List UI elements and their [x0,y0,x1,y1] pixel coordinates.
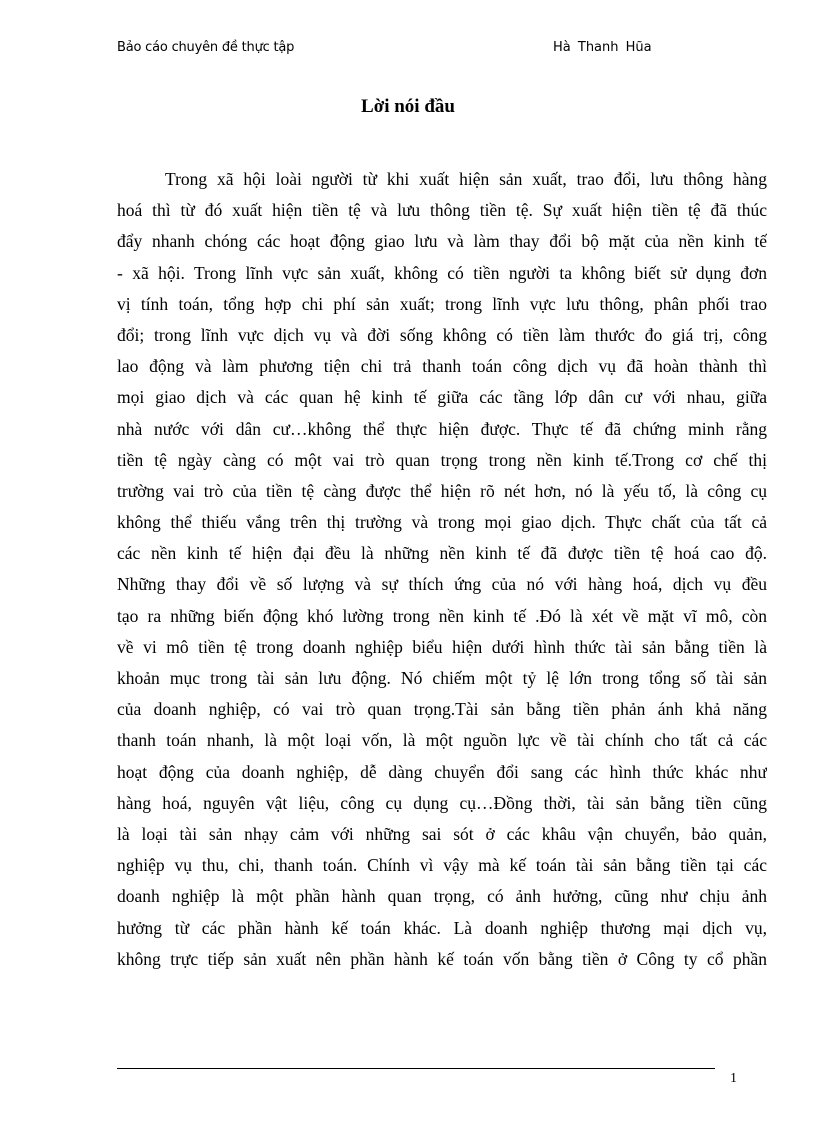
page-title: Lời nói đầu [361,96,455,117]
paragraph-line: đẩy nhanh chóng các hoạt động giao lưu và làm thay đổi bộ mặt của nền kinh tế [117,231,767,252]
paragraph-line: Những thay đổi về số lượng và sự thích ứng của nó với hàng hoá, dịch vụ đều [117,574,767,595]
running-header-author: Hà Thanh Hũa [553,40,652,55]
paragraph-line: doanh nghiệp là một phần hành quan trọng, có ảnh hưởng, cũng như chịu ảnh [117,886,767,907]
paragraph-line: là loại tài sản nhạy cảm với những sai sót ở các khâu vận chuyển, bảo quản, [117,823,767,844]
body-paragraph [117,164,767,975]
paragraph-line: về vi mô tiền tệ trong doanh nghiệp biểu hiện dưới hình thức tài sản bằng tiền là [117,636,767,657]
paragraph-line: nghiệp vụ thu, chi, thanh toán. Chính vì vậy mà kế toán tài sản bằng tiền tại các [117,855,767,876]
paragraph-line: hoạt động của doanh nghiệp, dễ dàng chuyển đổi sang các hình thức khác như [117,761,767,782]
paragraph-line: nhà nước với dân cư…không thể thực hiện được. Thực tế đã chứng minh rằng [117,418,767,439]
paragraph-line: của doanh nghiệp, có vai trò quan trọng.Tài sản bằng tiền phản ánh khả năng [117,699,767,720]
footer-divider [117,1068,715,1069]
page-number: 1 [730,1071,737,1086]
paragraph-line: không thể thiếu vắng trên thị trường và trong mọi giao dịch. Thực chất của tất cả [117,512,767,533]
paragraph-line: không trực tiếp sản xuất nên phần hành kế toán vốn bằng tiền ở Công ty cổ phần [117,948,767,969]
paragraph-line: hoá thì từ đó xuất hiện tiền tệ và lưu thông tiền tệ. Sự xuất hiện tiền tệ đã thúc [117,200,767,221]
paragraph-line: khoản mục trong tài sản lưu động. Nó chiếm một tỷ lệ lớn trong tổng số tài sản [117,668,767,688]
paragraph-line: các nền kinh tế hiện đại đều là những nền kinh tế đã được tiền tệ hoá cao độ. [117,543,767,564]
paragraph-line: lao động và làm phương tiện chi trả thanh toán công dịch vụ đã hoàn thành thì [117,356,767,377]
paragraph-line: đổi; trong lĩnh vực dịch vụ và đời sống không có tiền làm thước đo giá trị, công [117,324,767,345]
paragraph-line: trường vai trò của tiền tệ càng được thể hiện rõ nét hơn, nó là yếu tố, là công cụ [117,480,767,501]
running-header-title: Bảo cáo chuyên đề thực tập [117,40,295,55]
paragraph-line: hàng hoá, nguyên vật liệu, công cụ dụng cụ…Đồng thời, tài sản bằng tiền cũng [117,792,767,813]
paragraph-line: mọi giao dịch và các quan hệ kinh tế giữa các tầng lớp dân cư với nhau, giữa [117,387,767,408]
paragraph-line: thanh toán nhanh, là một loại vốn, là một nguồn lực về tài chính cho tất cả các [117,730,767,751]
paragraph-line: Trong xã hội loài người từ khi xuất hiện sản xuất, trao đổi, lưu thông hàng [165,169,767,189]
paragraph-line: tạo ra những biến động khó lường trong nền kinh tế .Đó là xét về mặt vĩ mô, còn [117,605,767,626]
paragraph-line: vị tính toán, tổng hợp chi phí sản xuất; trong lĩnh vực lưu thông, phân phối trao [117,293,767,314]
paragraph-line: tiền tệ ngày càng có một vai trò quan trọng trong nền kinh tế.Trong cơ chế thị [117,449,767,470]
paragraph-line: hưởng từ các phần hành kế toán khác. Là doanh nghiệp thương mại dịch vụ, [117,917,767,938]
paragraph-line: - xã hội. Trong lĩnh vực sản xuất, không có tiền người ta không biết sử dụng đơn [117,262,767,283]
